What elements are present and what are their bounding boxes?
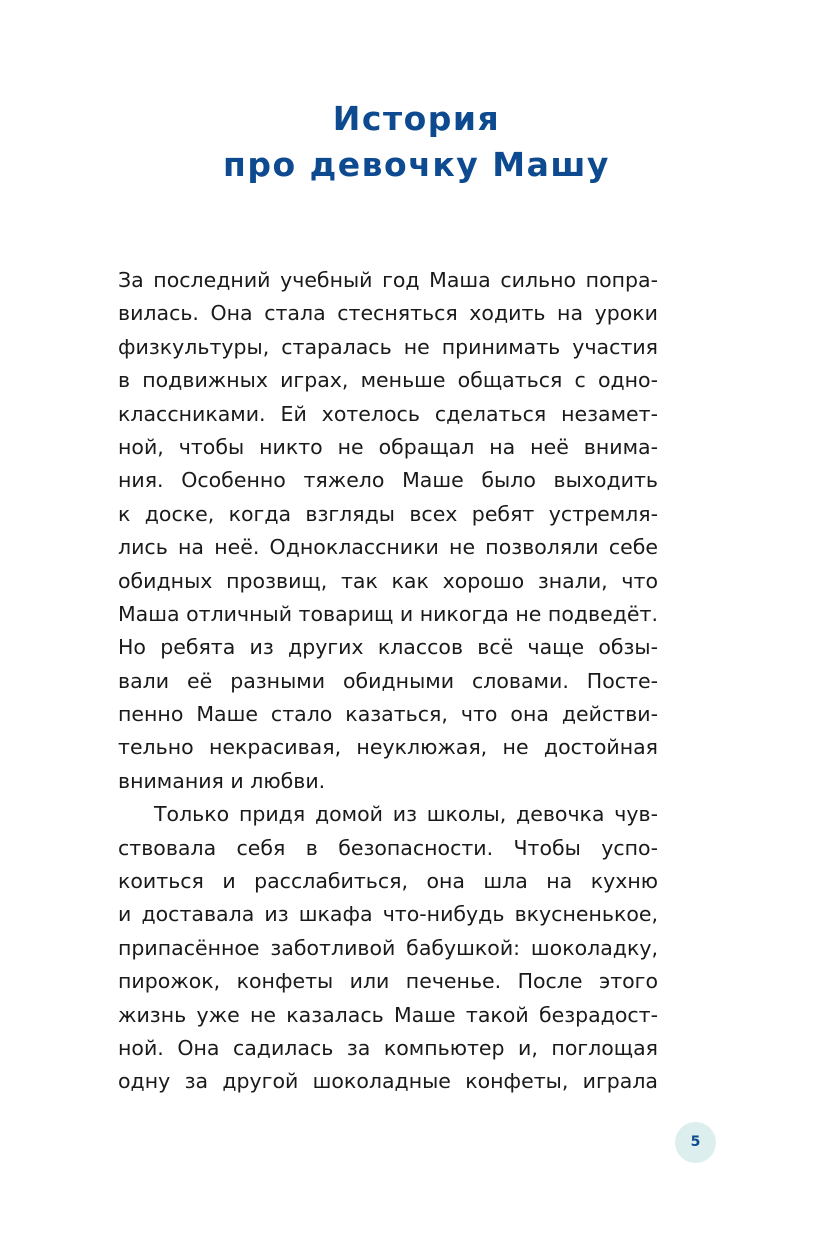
page-number: 5	[690, 1134, 701, 1150]
text-line: и доставала из шкафа что-нибудь вкусненькое,	[118, 902, 658, 927]
text-line: припасённое заботливой бабушкой: шоколадку,	[118, 935, 658, 960]
text-line: ния. Особенно тяжело Маше было выходить	[118, 468, 658, 493]
text-line: ствовала себя в безопасности. Чтобы успо-	[118, 835, 658, 860]
text-line: Только придя домой из школы, девочка чув-	[154, 802, 658, 827]
text-line: пенно Маше стало казаться, что она действи-	[118, 702, 658, 727]
chapter-title-line-2: про девочку Машу	[223, 145, 610, 184]
paragraph-2	[118, 798, 658, 1099]
text-line: к доске, когда взгляды всех ребят устремля-	[118, 501, 658, 526]
text-line: коиться и расслабиться, она шла на кухню	[118, 869, 658, 894]
text-line: в подвижных играх, меньше общаться с одно-	[118, 368, 658, 393]
text-line: тельно некрасивая, неуклюжая, не достойная	[118, 735, 658, 760]
text-line: физкультуры, старалась не принимать участия	[118, 334, 658, 359]
chapter-title	[0, 96, 833, 188]
text-line: одну за другой шоколадные конфеты, играла	[118, 1069, 658, 1094]
text-line: Но ребята из других классов всё чаще обзы-	[118, 635, 658, 660]
text-line: вилась. Она стала стесняться ходить на уроки	[118, 301, 658, 326]
text-line: ной. Она садилась за компьютер и, поглощая	[118, 1035, 658, 1060]
text-line: Маша отличный товарищ и никогда не подведёт.	[118, 601, 658, 626]
text-line: пирожок, конфеты или печенье. После этого	[118, 969, 658, 994]
text-line: классниками. Ей хотелось сделаться незамет-	[118, 401, 658, 426]
body-text	[118, 264, 658, 1099]
chapter-title-line-1: История	[332, 99, 501, 138]
text-line: жизнь уже не казалась Маше такой безрадост-	[118, 1002, 658, 1027]
text-line: лись на неё. Одноклассники не позволяли себе	[118, 535, 658, 560]
text-line: обидных прозвищ, так как хорошо знали, что	[118, 568, 658, 593]
text-line: За последний учебный год Маша сильно попра-	[118, 268, 658, 292]
paragraph-1	[118, 264, 658, 798]
text-line: вали её разными обидными словами. Посте-	[118, 668, 658, 693]
text-line: ной, чтобы никто не обращал на неё внима-	[118, 434, 658, 459]
page-number-badge	[675, 1122, 716, 1163]
text-line: внимания и любви.	[118, 768, 326, 793]
